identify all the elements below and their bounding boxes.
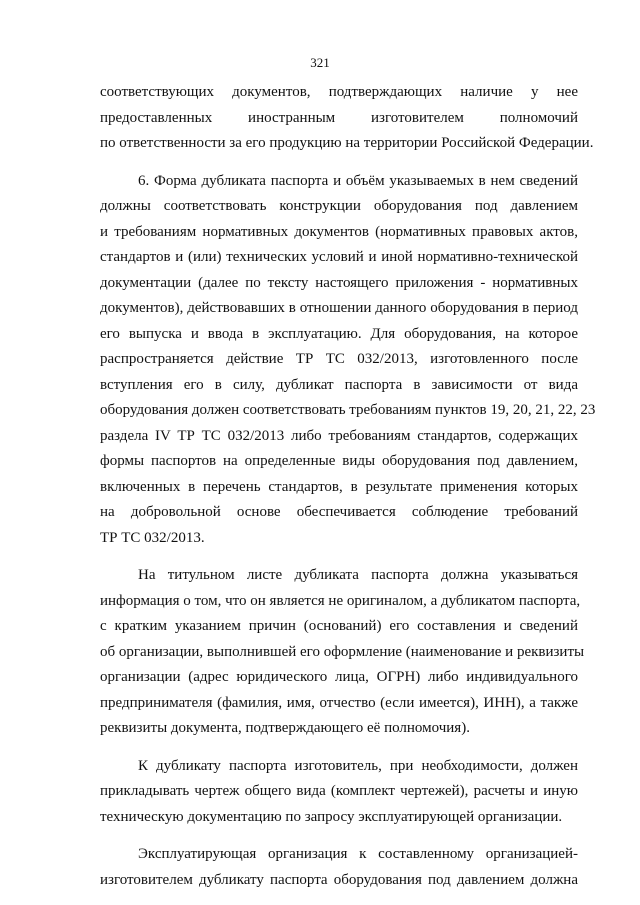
text-line: На титульном листе дубликата паспорта должна указываться bbox=[138, 567, 578, 583]
text-line: предпринимателя (фамилия, имя, отчество (если имеется), ИНН), а также bbox=[100, 694, 578, 711]
paragraph bbox=[100, 754, 578, 831]
text-line: с кратким указанием причин (оснований) его составления и сведений bbox=[100, 618, 578, 634]
paragraph bbox=[100, 842, 578, 893]
text-line: Эксплуатирующая организация к составленному организацией- bbox=[138, 846, 578, 862]
page-number: 321 bbox=[310, 55, 330, 70]
text-line: об организации, выполнившей его оформление (наименование и реквизиты bbox=[100, 643, 585, 660]
text-line: должны соответствовать конструкции оборудования под давлением bbox=[100, 198, 578, 214]
text-line: прикладывать чертеж общего вида (комплект чертежей), расчеты и иную bbox=[100, 783, 578, 799]
text-line: распространяется действие ТР ТС 032/2013, изготовленного после bbox=[100, 351, 578, 367]
text-line: изготовителем дубликату паспорта оборудования под давлением должна bbox=[100, 871, 578, 888]
paragraph bbox=[100, 80, 594, 157]
paragraph bbox=[100, 563, 585, 742]
text-line: его выпуска и ввода в эксплуатацию. Для оборудования, на которое bbox=[100, 325, 578, 342]
text-line: стандартов и (или) технических условий и иной нормативно-технической bbox=[100, 249, 578, 265]
paragraph bbox=[100, 169, 596, 552]
text-line: оборудования должен соответствовать требованиям пунктов 19, 20, 21, 22, 23 bbox=[100, 402, 596, 418]
text-line: включенных в перечень стандартов, в результате применения которых bbox=[100, 478, 578, 495]
text-line: 6. Форма дубликата паспорта и объём указываемых в нем сведений bbox=[138, 172, 578, 189]
text-line: ТР ТС 032/2013. bbox=[100, 529, 205, 546]
text-line: раздела IV ТР ТС 032/2013 либо требованиям стандартов, содержащих bbox=[100, 427, 578, 444]
text-line: и требованиям нормативных документов (нормативных правовых актов, bbox=[100, 223, 578, 240]
text-line: по ответственности за его продукцию на территории Российской Федерации. bbox=[100, 135, 594, 151]
text-line: формы паспортов на определенные виды оборудования под давлением, bbox=[100, 453, 578, 469]
text-line: техническую документацию по запросу эксплуатирующей организации. bbox=[100, 808, 563, 825]
text-line: организации (адрес юридического лица, ОГРН) либо индивидуального bbox=[100, 669, 578, 685]
text-line: на добровольной основе обеспечивается соблюдение требований bbox=[100, 504, 578, 520]
text-line: документов), действовавших в отношении данного оборудования в период bbox=[100, 300, 578, 316]
text-line: предоставленных иностранным изготовителем полномочий bbox=[100, 109, 578, 126]
text-line: вступления его в силу, дубликат паспорта в зависимости от вида bbox=[100, 376, 578, 393]
text-line: информация о том, что он является не оригиналом, а дубликатом паспорта, bbox=[100, 592, 581, 609]
text-line: К дубликату паспорта изготовитель, при необходимости, должен bbox=[138, 757, 578, 774]
document-body bbox=[100, 80, 596, 905]
text-line: реквизиты документа, подтверждающего её полномочия). bbox=[100, 720, 470, 736]
text-line: соответствующих документов, подтверждающих наличие у нее bbox=[100, 84, 578, 100]
text-line: документации (далее по тексту настоящего приложения - нормативных bbox=[100, 274, 578, 291]
